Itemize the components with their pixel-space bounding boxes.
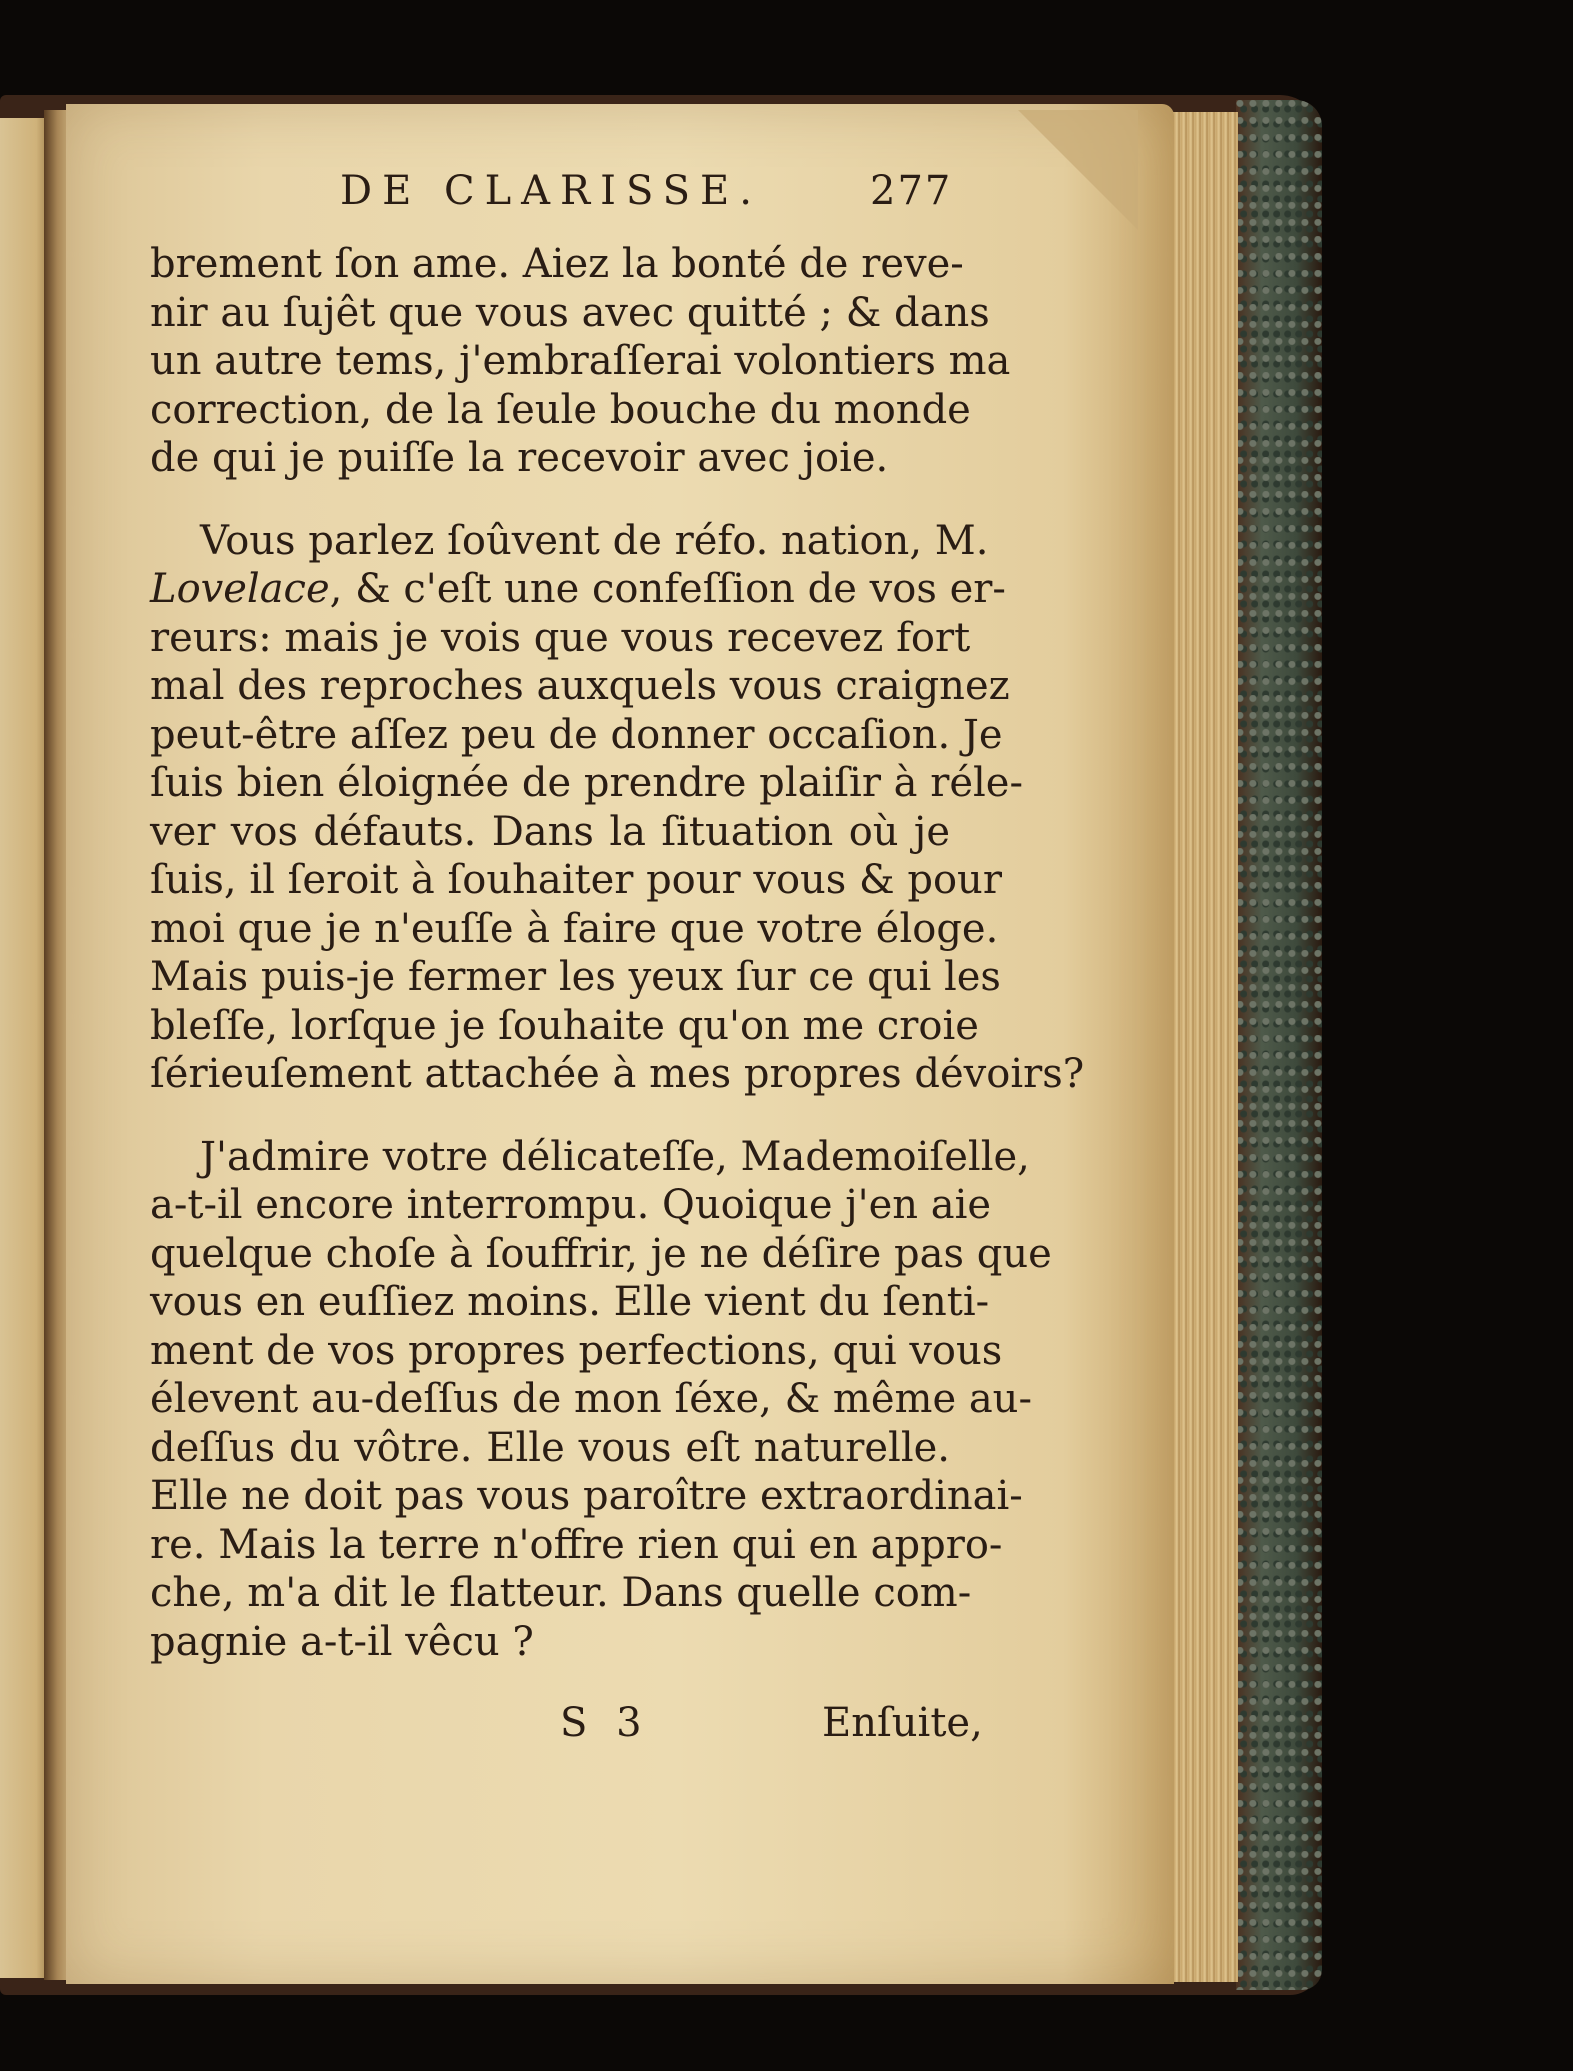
body-text (150, 240, 1085, 1666)
text-line: reurs: mais je vois que vous recevez fort (150, 614, 971, 661)
page-footer (150, 1700, 983, 1760)
text-line: nir au ſujêt que vous avec quitté ; & dans (150, 289, 990, 336)
text-line: brement ſon ame. Aiez la bonté de reve- (150, 241, 964, 287)
text-line: deſſus du vôtre. Elle vous eſt naturelle. (150, 1424, 950, 1471)
page-number: 277 (870, 168, 953, 214)
text-line: che, m'a dit le flatteur. Dans quelle com- (150, 1570, 972, 1616)
text-line: Elle ne doit pas vous paroître extraordinai- (150, 1473, 1023, 1519)
running-head (340, 168, 953, 224)
text-line: quelque choſe à ſouffrir, je ne déſire pas que (150, 1230, 1052, 1277)
running-title: DE CLARISSE. (340, 168, 762, 214)
text-line: Lovelace, & c'eſt une confeſſion de vos er- (150, 566, 1006, 612)
text-line: de qui je puiſſe la recevoir avec joie. (150, 435, 889, 481)
catchword: Enſuite, (822, 1700, 983, 1746)
italic-name: Lovelace (150, 566, 330, 612)
text-line: peut-être aſſez peu de donner occaſion. Je (150, 711, 1003, 758)
text-line: moi que je n'euſſe à faire que votre éloge. (150, 905, 999, 952)
text-line: mal des reproches auxquels vous craignez (150, 663, 1010, 709)
text-line: ſuis bien éloignée de prendre plaiſir à réle- (150, 760, 1023, 806)
text-line: ment de vos propres perfections, qui vous (150, 1327, 1003, 1374)
text-line: Mais puis-je fermer les yeux ſur ce qui les (150, 954, 1001, 1000)
text-line: bleſſe, lorſque je ſouhaite qu'on me croie (150, 1002, 979, 1049)
text-line: ſuis, il ſeroit à ſouhaiter pour vous & pour (150, 857, 1002, 903)
signature-mark: S 3 (560, 1700, 650, 1746)
text-line: correction, de la ſeule bouche du monde (150, 386, 971, 433)
text-line: ſérieuſement attachée à mes propres dévoirs? (150, 1051, 1085, 1097)
marbled-board-edge (1236, 100, 1322, 1990)
text-line: re. Mais la terre n'offre rien qui en appro- (150, 1521, 1003, 1568)
text-line: pagnie a-t-il vêcu ? (150, 1618, 534, 1665)
text-line: a-t-il encore interrompu. Quoique j'en aie (150, 1182, 992, 1228)
text-line: un autre tems, j'embraſſerai volontiers ma (150, 338, 1011, 384)
text-line: élevent au-deſſus de mon ſéxe, & même au- (150, 1376, 1032, 1422)
text-line: vous en euſſiez moins. Elle vient du ſenti- (150, 1279, 990, 1325)
text-line: Vous parlez ſoûvent de réfo. nation, M. (200, 517, 989, 564)
folded-corner (1018, 110, 1138, 230)
text-line: J'admire votre délicateſſe, Mademoiſelle, (200, 1133, 1030, 1180)
text-line: ver vos défauts. Dans la ſituation où je (150, 808, 950, 855)
